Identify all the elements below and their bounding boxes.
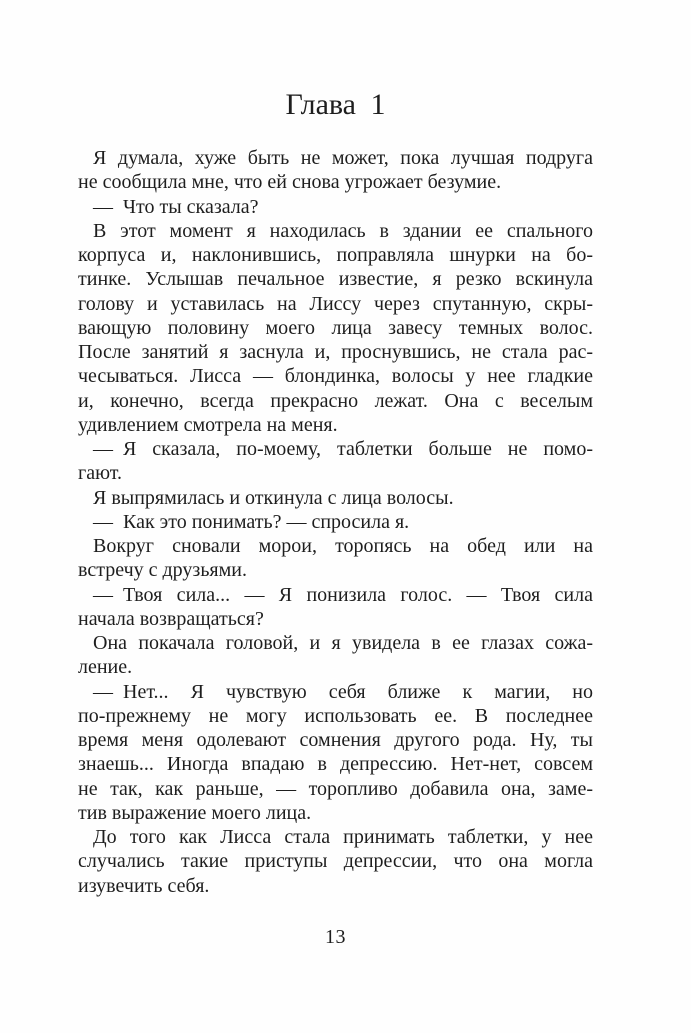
text-line: голову и уставилась на Лиссу через спутанную, скры- — [78, 292, 593, 315]
text-line: удивлением смотрела на меня. — [78, 413, 338, 436]
paragraph — [78, 195, 593, 219]
paragraph — [78, 486, 593, 510]
text-line: не так, как раньше, — торопливо добавила она, заме- — [78, 777, 593, 800]
text-line: В этот момент я находилась в здании ее спального — [93, 219, 593, 242]
text-body — [78, 146, 593, 898]
paragraph — [78, 680, 593, 826]
text-line: встречу с друзьями. — [78, 559, 247, 582]
chapter-title: Глава 1 — [285, 88, 386, 121]
paragraph — [78, 631, 593, 680]
text-line: и, конечно, всегда прекрасно лежат. Она с веселым — [78, 389, 593, 412]
text-line: корпуса и, наклонившись, поправляла шнурки на бо- — [78, 244, 593, 266]
text-line: Я выпрямилась и откинула с лица волосы. — [93, 486, 454, 509]
page-number: 13 — [325, 926, 346, 948]
text-line: начала возвращаться? — [78, 607, 264, 630]
text-line: — Что ты сказала? — [93, 195, 259, 218]
paragraph — [78, 146, 593, 195]
text-line: чесываться. Лисса — блондинка, волосы у нее гладкие — [78, 365, 593, 388]
text-line: вающую половину моего лица завесу темных волос. — [78, 316, 593, 339]
text-line: случались такие приступы депрессии, что она могла — [78, 850, 593, 873]
paragraph — [78, 825, 593, 898]
text-line: — Твоя сила... — Я понизила голос. — Твоя сила — [93, 583, 593, 606]
text-line: по-прежнему не могу использовать ее. В последнее — [78, 704, 593, 727]
text-line: знаешь... Иногда впадаю в депрессию. Нет-нет, совсем — [78, 753, 593, 776]
paragraph — [78, 534, 593, 583]
paragraph — [78, 219, 593, 437]
text-line: изувечить себя. — [78, 874, 210, 897]
text-line: Вокруг сновали морои, торопясь на обед или на — [93, 535, 593, 557]
text-line: гают. — [78, 462, 122, 485]
text-line: Я думала, хуже быть не может, пока лучшая подруга — [93, 147, 593, 169]
paragraph — [78, 510, 593, 534]
text-line: ление. — [78, 656, 133, 679]
paragraph — [78, 583, 593, 632]
text-line: время меня одолевают сомнения другого рода. Ну, ты — [78, 729, 593, 751]
text-line: После занятий я заснула и, проснувшись, не стала рас- — [78, 341, 593, 363]
text-line: тив выражение моего лица. — [78, 801, 312, 824]
paragraph — [78, 437, 593, 486]
text-line: — Я сказала, по-моему, таблетки больше не помо- — [93, 438, 593, 460]
text-line: тинке. Услышав печальное известие, я резко вскинула — [78, 268, 593, 291]
text-line: Она покачала головой, и я увидела в ее глазах сожа- — [93, 632, 593, 654]
text-line: — Нет... Я чувствую себя ближе к магии, но — [93, 680, 593, 703]
text-line: До того как Лисса стала принимать таблетки, у нее — [93, 826, 593, 848]
text-line: не сообщила мне, что ей снова угрожает безумие. — [78, 171, 502, 194]
text-line: — Как это понимать? — спросила я. — [93, 510, 410, 533]
